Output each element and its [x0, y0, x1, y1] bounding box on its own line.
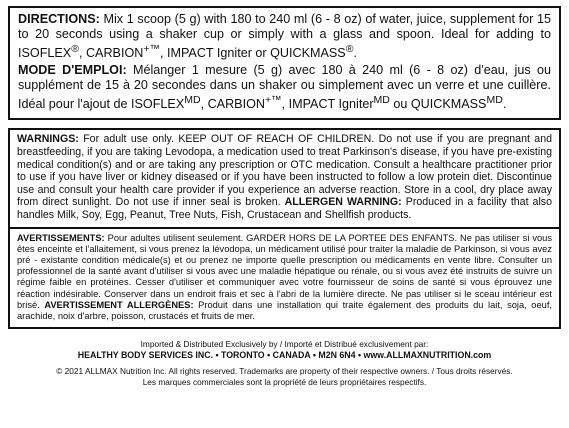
allergen-warning-en-text: Produced in a facility that also handles Milk, Soy, Egg, Peanut, Tree Nuts, Fish, Crustacean and Shellfish products.: [17, 196, 552, 221]
registered-mark: ®: [71, 43, 79, 55]
warnings-en-text: For adult use only. KEEP OUT OF REACH OF CHILDREN. Do not use if you are pregnant and breastfeeding, if you are taking Levodopa, a medication used to treat Parkinson's disease, if you have pre-existing medical condition(s) and or are taking any prescription or OTC medication. Consult a healthcare practitioner prior to use if you have liver or kidney diseased or if you have been instructed to follow a low protein diet. Discontinue use and consult your health care provider if you experience an adverse reaction. Store in a cool, dry place away from direct sunlight. Do not use if inner seal is broken.: [17, 133, 552, 209]
warnings-en-heading: WARNINGS:: [17, 133, 79, 146]
md-mark: MD: [486, 94, 503, 107]
trademark-mark: +™: [143, 43, 160, 55]
directions-fr-text-5: .: [502, 97, 507, 112]
directions-en-text-2: , CARBION: [78, 46, 144, 61]
directions-fr-text-4: ou QUICKMASS: [389, 97, 487, 112]
directions-en-text-3: , IMPACT Igniter: [159, 46, 252, 61]
directions-en-text-4: or QUICKMASS: [251, 46, 346, 61]
copyright-line: © 2021 ALLMAX Nutrition Inc. All rights reserved. Trademarks are property of their respective owners. / Tous droits réservés.: [56, 365, 513, 376]
directions-fr: [18, 63, 551, 112]
md-mark: MD: [184, 94, 201, 107]
directions-en: [18, 12, 551, 61]
warnings-fr-heading: AVERTISSEMENTS:: [17, 232, 105, 243]
warnings-fr-box: [8, 229, 561, 330]
directions-en-text: Mix 1 scoop (5 g) with 180 to 240 ml (6 - 8 oz) of water, juice, supplement for 15 to 20 seconds using a shaker cup or simply with a glass and spoon. Ideal for adding to ISOFLEX: [18, 12, 551, 61]
registered-mark: ®: [345, 43, 354, 55]
directions-fr-text-2: , CARBION: [200, 97, 265, 112]
allergen-warning-en-heading: ALLERGEN WARNING:: [284, 196, 402, 209]
directions-en-heading: DIRECTIONS:: [18, 12, 100, 26]
allergen-warning-fr-text: Produit dans une installation qui traite également des produits du lait, soja, oeuf, arachide, noix d'arbre, poisson, crustacés et fruits de mer.: [17, 299, 552, 321]
imported-by-line: Imported & Distributed Exclusively by / Importé et Distribué exclusivement par:: [140, 339, 429, 350]
warnings-en-box: [8, 128, 561, 228]
company-address-line: HEALTHY BODY SERVICES INC. • TORONTO • CANADA • M2N 6N4 • www.ALLMAXNUTRITION.com: [77, 349, 492, 360]
warnings-fr-text: Pour adultes utilisent seulement. GARDER HORS DE LA PORTEE DES ENFANTS. Ne pas utiliser si vous êtes enceinte et l'allaitement, si vous prenez la lévodopa, un médicament utilisé pour traiter la maladie de Parkinson, si vous avez pré - existante condition médicale(s) et ou prenez ne importe quelle prescription ou médicaments en vente libre. Consulter un professionnel de la santé avant d'utiliser si vous avec une maladie hépatique ou rénale, ou si vous avez été instruits de suivre un régime faible en protéines. Cesser d'utiliser et communiquer avec votre fournisseur de soins de santé si vous éprouvez une réaction indésirable. Conserver dans un endroit frais et sec à l'abri de la lumière directe. Ne pas utiliser si le sceau intérieur est brisé.: [17, 232, 552, 310]
directions-fr-text: Mélanger 1 mesure (5 g) avec 180 à 240 ml (6 - 8 oz) d'eau, jus ou supplément de 15 à 20 secondes dans un shaker ou simplement avec un verre et une cuillère. Idéal pour l'ajout de ISOFLEX: [18, 63, 551, 112]
directions-en-text-5: .: [353, 46, 357, 61]
warnings-fr: [17, 233, 552, 323]
directions-fr-heading: MODE D'EMPLOI:: [18, 63, 127, 78]
distributor-footer: [8, 339, 561, 387]
trademark-mark: +™: [264, 94, 282, 107]
directions-fr-text-3: , IMPACT Igniter: [281, 97, 374, 112]
warnings-en: [17, 133, 552, 221]
directions-box: [8, 6, 561, 120]
allergen-warning-fr-heading: AVERTISSEMENT ALLERGÈNES:: [44, 299, 194, 310]
copyright-fr-line: Les marques commerciales sont la propriété de leurs propriétaires respectifs.: [142, 376, 427, 387]
md-mark: MD: [373, 94, 390, 107]
